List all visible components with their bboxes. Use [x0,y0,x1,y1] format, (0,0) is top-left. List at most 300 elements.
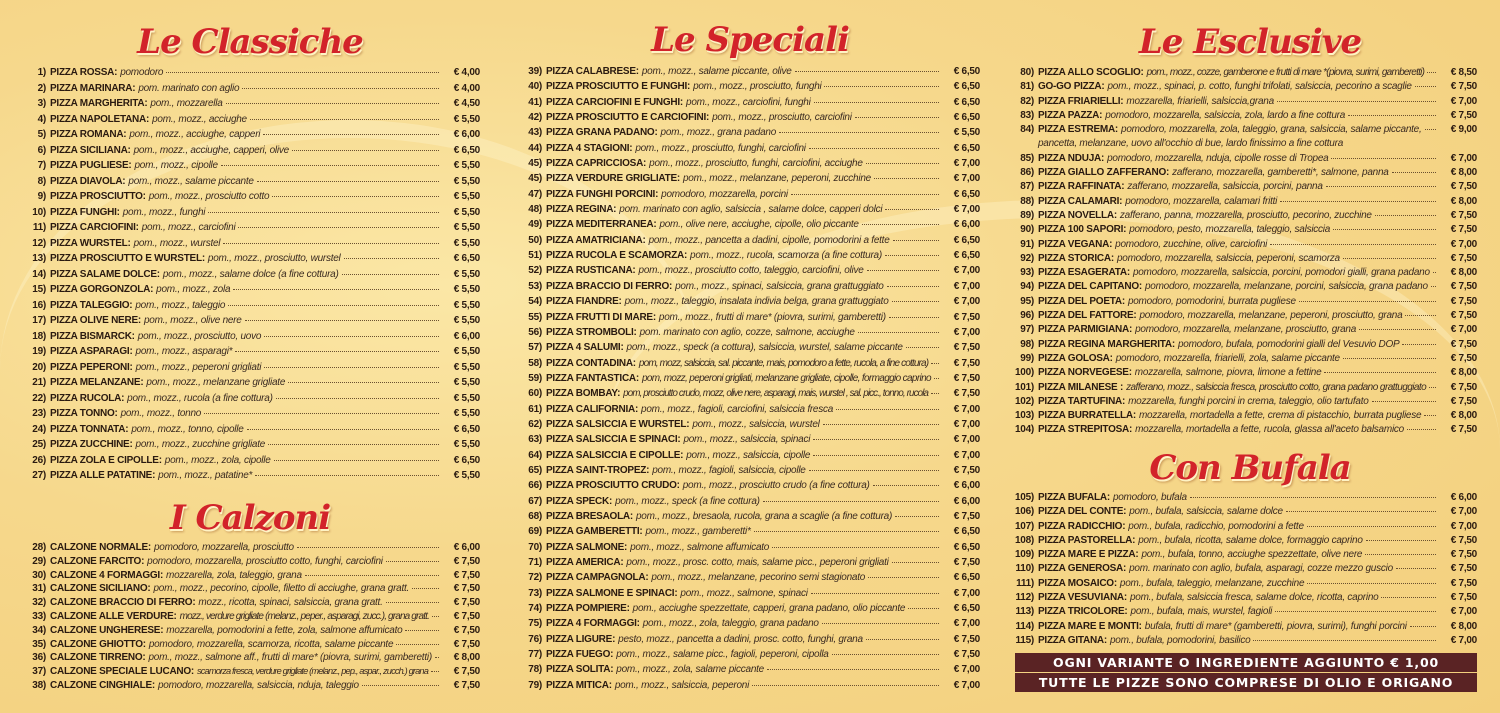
item-ingredients: pom., mozz., wurstel [133,237,221,249]
menu-item [1010,535,1477,549]
menu-item [518,404,980,419]
item-ingredients: pom., mozz., pecorino, cipolle, filetto di acciughe, grana gratt. [153,583,410,595]
item-number: 77) [528,649,542,661]
item-number: 93) [1020,267,1034,279]
item-price: € 7,50 [1450,577,1477,589]
item-number: 75) [528,618,542,630]
item-ingredients: pomodoro, mozzarella, melanzane, porcini, salsiccia, grana padano [1144,281,1428,293]
item-price: € 7,50 [453,666,480,678]
item-number: 74) [528,603,542,615]
dot-leader [889,317,939,318]
dot-leader [1275,611,1436,612]
item-name: PIZZA SICILIANA: [50,144,131,156]
dot-leader [344,258,439,259]
item-name: PIZZA AMERICA: [546,557,624,568]
item-number: 13) [32,253,46,264]
menu-item [22,597,480,611]
item-number: 37) [32,666,46,678]
item-ingredients: pom, prosciutto crudo, mozz, olive nere, asparagi, mais, wurstel , sal. picc., tonno, rucola [623,388,929,400]
menu-list-classiche [22,67,480,486]
item-number: 86) [1020,167,1034,179]
dot-leader [906,347,939,348]
item-ingredients: pomodoro, mozzarella, salsiccia, peperoni, scamorza [1116,252,1340,264]
dot-leader [396,644,439,645]
item-ingredients: pom., mozz., carciofini, funghi [686,96,811,108]
item-number: 56) [528,326,542,338]
menu-item [1010,506,1477,520]
item-number: 5) [37,129,46,140]
menu-item [1010,324,1477,338]
item-ingredients: pom, mozz, peperoni grigliati, melanzane grigliate, cipolle, formaggio caprino [641,372,931,384]
item-name: PIZZA PROSCIUTTO E WURSTEL: [50,253,205,264]
item-name: PIZZA SALMONE: [546,541,628,553]
item-price: € 7,50 [953,633,980,645]
heading-classiche: Le Classiche [137,22,363,62]
item-price: € 7,50 [453,679,480,691]
item-price: € 6,50 [453,423,480,435]
dot-leader [386,561,439,562]
item-name: PIZZA POMPIERE: [546,603,630,615]
menu-item [22,114,480,130]
dot-leader [1392,172,1436,173]
item-price: € 6,50 [953,526,980,538]
menu-item [1010,367,1477,381]
item-name: PIZZA FANTASTICA: [546,372,639,384]
item-price: € 6,50 [453,144,480,156]
menu-item [518,189,980,204]
menu-item [22,284,480,300]
item-number: 29) [32,555,46,567]
item-ingredients: pom., mozz., pancetta a dadini, cipolle, pomodorini a fette [648,234,890,246]
menu-item [1010,563,1477,577]
item-number: 69) [528,526,542,538]
item-price: € 6,00 [1450,492,1477,503]
item-name: PIZZA VESUVIANA: [1038,592,1127,604]
item-price: € 6,50 [953,603,980,615]
item-ingredients: pom., mozz., salame piccante, olive [641,66,792,77]
item-name: PIZZA MARINARA: [50,82,136,94]
item-price: € 7,00 [953,449,980,461]
item-ingredients: pom., mozz., salmone aff., frutti di mare* (piovra, surimi, gamberetti) [148,652,432,664]
item-price: € 6,00 [953,219,980,231]
item-price: € 6,00 [953,480,980,492]
item-number: 42) [528,112,542,124]
item-price: € 5,50 [453,439,480,450]
dot-leader [1333,229,1436,230]
item-ingredients: pom., mozz., cozze, gamberone e frutti di mare *(piovra, surimi, gamberetti) [1146,67,1425,78]
menu-item [1010,592,1477,606]
menu-item [22,67,480,83]
dot-leader [166,72,439,73]
item-ingredients: pomodoro, mozzarella, porcini [661,188,788,200]
dot-leader [1326,186,1436,187]
item-name: PIZZA 4 STAGIONI: [546,142,633,154]
item-price: € 7,00 [1450,520,1477,532]
dot-leader [892,301,940,302]
dot-leader [862,224,939,225]
item-ingredients: pom., mozz., prosciutto, carciofini [712,112,852,124]
item-ingredients: bufala, frutti di mare* (gamberetti, piovra, surimi), funghi porcini [1144,620,1407,632]
menu-item [518,358,980,373]
item-price: € 5,50 [953,127,980,139]
item-price: € 7,50 [1450,592,1477,604]
menu-item [22,625,480,639]
item-number: 22) [32,392,46,404]
dot-leader [204,413,439,414]
item-number: 23) [32,408,46,419]
item-name: PIZZA FIANDRE: [546,296,622,308]
item-number: 36) [32,652,46,664]
item-name: PIZZA ESTREMA: [1038,124,1119,136]
item-price: € 5,50 [453,299,480,311]
item-number: 79) [528,679,542,691]
item-number: 111) [1016,577,1034,589]
dot-leader [763,501,939,502]
item-ingredients: mozz., ricotta, spinaci, salsiccia, grana gratt. [198,597,383,609]
dot-leader [432,616,439,617]
item-ingredients: scamorza fresca, verdure grigliate (melanz., pep., aspar., zucch.) grana [197,666,428,677]
item-price: € 7,50 [453,555,480,567]
item-price: € 4,00 [453,82,480,94]
dot-leader [1424,415,1436,416]
item-number: 41) [528,96,542,108]
item-name: PIZZA GENEROSA: [1038,563,1127,575]
item-ingredients: pomodoro, bufala, pomodorini gialli del Vesuvio DOP [1177,338,1400,350]
item-name: PIZZA CARCIOFINI: [50,222,139,233]
dot-leader [822,623,939,624]
menu-item [22,611,480,625]
oil-oregano-banner: TUTTE LE PIZZE SONO COMPRESE DI OLIO E ORIGANO [1015,673,1477,692]
item-ingredients: pomodoro, mozzarella, zola, taleggio, grana, salsiccia, salame piccante, [1121,124,1422,136]
item-ingredients: zafferano, mozzarella, salsiccia, porcini, panna [1127,181,1323,193]
item-name: PIZZA BISMARCK: [50,330,135,342]
item-price: € 4,00 [453,67,480,78]
item-price: € 8,00 [1450,267,1477,279]
item-name: GO-GO PIZZA: [1038,81,1105,93]
item-price: € 7,00 [953,618,980,630]
item-name: PIZZA LIGURE: [546,633,616,645]
item-name: PIZZA STORICA: [1038,252,1114,264]
item-price: € 5,50 [453,175,480,187]
menu-list-esclusive [1010,67,1477,439]
menu-item [518,434,980,449]
menu-item [518,66,980,81]
item-ingredients: zafferano, mozzarella, gamberetti*, salmone, panna [1172,167,1389,179]
item-ingredients: pom., mozz., acciughe [152,113,247,125]
item-number: 59) [528,372,542,384]
item-name: PIZZA GORGONZOLA: [50,284,154,295]
item-name: PIZZA TARTUFINA: [1038,395,1126,407]
item-number: 40) [528,81,542,93]
item-ingredients: pom., mozz., prosciutto cotto, taleggio, carciofini, olive [638,265,864,277]
dot-leader [1372,401,1436,402]
item-name: PIZZA 4 FORMAGGI: [546,618,640,630]
item-number: 10) [32,206,46,218]
item-price: € 5,50 [453,392,480,404]
dot-leader [832,654,939,655]
item-ingredients: pomodoro, mozzarella, prosciutto cotto, funghi, carciofini [147,555,383,567]
dot-leader [934,378,939,379]
item-number: 110) [1015,563,1034,575]
item-name: PIZZA PAZZA: [1038,109,1103,121]
item-ingredients: pom., bufala, radicchio, pomodorini a fette [1128,520,1304,532]
item-ingredients: pom., mozz., peperoni grigliati [135,361,262,373]
item-price: € 6,50 [953,81,980,93]
item-name: CALZONE SICILIANO: [50,583,151,595]
item-ingredients: pom., mozz., speck (a fine cottura) [615,495,760,507]
item-price: € 8,00 [1450,195,1477,207]
menu-item [1010,167,1477,181]
item-number: 17) [32,315,46,326]
item-number: 70) [528,541,542,553]
item-ingredients: mozzarella, funghi porcini in crema, taleggio, olio tartufato [1128,395,1369,407]
item-name: PIZZA BRACCIO DI FERRO: [546,280,673,292]
item-price: € 7,00 [1450,634,1477,646]
menu-item [1010,267,1477,281]
menu-item [22,300,480,316]
item-ingredients: mozzarella, friarielli, salsiccia,grana [1126,95,1274,107]
menu-item [22,207,480,223]
item-name: PIZZA GIALLO ZAFFERANO: [1038,167,1170,179]
menu-item [518,480,980,495]
menu-item [1010,382,1477,396]
dot-leader [887,286,939,287]
item-number: 43) [528,127,542,139]
item-number: 73) [528,587,542,599]
item-number: 35) [32,638,46,650]
item-ingredients: pom., mozz., speck (a cottura), salsiccia, wurstel, salame piccante [626,342,903,354]
item-number: 105) [1014,492,1034,503]
dot-leader [238,227,439,228]
item-number: 81) [1020,81,1034,93]
item-ingredients: pom., bufala, tonno, acciughe spezzettate, olive nere [1141,549,1363,561]
item-name: PIZZA CALAMARI: [1038,195,1123,207]
item-ingredients: pom., mozz., salsiccia, peperoni [614,679,750,691]
dot-leader [1324,372,1436,373]
item-price: € 6,50 [953,541,980,553]
item-number: 108) [1014,534,1034,546]
item-number: 28) [32,542,46,553]
item-price: € 7,50 [1450,109,1477,121]
item-name: PIZZA OLIVE NERE: [50,315,141,326]
menu-item [22,470,480,486]
menu-item [518,97,980,112]
item-number: 45) [528,158,542,170]
item-ingredients: pomodoro, mozzarella, prosciutto [154,542,294,553]
item-ingredients: pomodoro, mozzarella, salsiccia, zola, lardo a fine cottura [1105,109,1346,121]
item-name: PIZZA ZUCCHINE: [50,439,133,450]
item-name: PIZZA FRUTTI DI MARE: [546,311,656,323]
menu-item [22,269,480,285]
item-price: € 7,50 [1450,310,1477,322]
dot-leader [1402,344,1436,345]
menu-item [1010,310,1477,324]
item-name: PIZZA RUCOLA: [50,392,125,404]
item-name: PIZZA STREPITOSA: [1038,424,1133,436]
item-price: € 7,00 [1450,152,1477,164]
item-price: € 7,50 [1450,424,1477,436]
dot-leader [824,86,939,87]
heading-speciali: Le Speciali [651,20,849,60]
item-ingredients: pom., bufala, salsiccia, salame dolce [1129,506,1283,518]
item-number: 64) [528,449,542,461]
menu-item [518,312,980,327]
menu-item [1010,124,1477,138]
menu-item [22,652,480,666]
item-number: 100) [1014,367,1034,379]
item-name: PIZZA PUGLIESE: [50,160,132,171]
item-name: PIZZA SALMONE E SPINACI: [546,587,678,599]
item-ingredients: mozzarella, mortadella a fette, crema di pistacchio, burrata pugliese [1138,410,1422,422]
dot-leader [1270,244,1436,245]
dot-leader [1405,315,1436,316]
menu-item [518,373,980,388]
dot-leader [752,685,939,686]
item-name: PIZZA STROMBOLI: [546,326,637,338]
menu-item [518,450,980,465]
item-name: PIZZA TONNATA: [50,423,129,435]
item-ingredients: pom., mozz., melanzane grigliate [146,377,286,388]
menu-item [1010,339,1477,353]
item-name: PIZZA NDUJA: [1038,152,1105,164]
item-number: 95) [1020,295,1034,307]
item-price: € 7,00 [953,265,980,277]
item-price: € 7,50 [453,569,480,581]
item-name: PIZZA ESAGERATA: [1038,267,1130,279]
item-price: € 7,50 [953,311,980,323]
menu-item [1010,424,1477,438]
item-price: € 7,00 [953,679,980,691]
item-number: 27) [32,470,46,481]
menu-item [22,393,480,409]
item-number: 66) [528,480,542,492]
item-name: PIZZA MARGHERITA: [50,98,148,109]
item-name: PIZZA GITANA: [1038,634,1107,646]
item-name: PIZZA DEL FATTORE: [1038,310,1137,322]
item-name: PIZZA CALIFORNIA: [546,403,639,415]
dot-leader [1286,511,1436,512]
item-number: 90) [1020,224,1034,236]
item-number: 25) [32,439,46,450]
item-number: 3) [37,98,46,109]
item-price: € 7,50 [953,388,980,400]
item-number: 87) [1020,181,1034,193]
item-number: 57) [528,342,542,354]
item-name: PIZZA CAMPAGNOLA: [546,572,649,584]
item-number: 62) [528,418,542,430]
item-number: 109) [1014,549,1034,561]
item-ingredients: zafferano, panna, mozzarella, prosciutto, pecorino, zucchine [1119,209,1372,221]
item-price: € 7,00 [1450,324,1477,336]
menu-item [518,265,980,280]
dot-leader [297,547,439,548]
item-ingredients: pom., mozz., frutti di mare* (piovra, surimi, gamberetti) [658,311,886,323]
item-name: PIZZA CONTADINA: [546,357,636,369]
menu-item [518,388,980,403]
item-price: € 7,50 [1450,534,1477,546]
item-price: € 7,00 [1450,506,1477,518]
item-ingredients: pom., mozz., prosciutto crudo (a fine cottura) [682,480,870,492]
item-number: 60) [528,388,542,400]
dot-leader [1280,201,1436,202]
item-name: PIZZA MARE E PIZZA: [1038,549,1139,561]
item-ingredients: pom., mozz., melanzane, peperoni, zucchine [683,173,871,185]
menu-item [22,346,480,362]
menu-item [22,176,480,192]
item-price: € 7,00 [953,664,980,676]
item-price: € 7,50 [1450,381,1477,393]
item-price: € 8,00 [1450,167,1477,179]
item-price: € 6,50 [953,572,980,584]
item-number: 98) [1020,338,1034,350]
item-price: € 6,00 [453,129,480,140]
item-ingredients: pomodoro, zucchine, olive, carciofini [1115,238,1268,250]
item-ingredients: mozzarella, zola, taleggio, grana [166,569,302,581]
item-number: 63) [528,434,542,446]
item-ingredients: pom., mozz., prosciutto, funghi, carciofini, acciughe [649,158,863,170]
item-ingredients: pom., mozz., zucchine grigliate [135,439,266,450]
item-ingredients: pom., bufala, ricotta, salame dolce, formaggio caprino [1138,534,1363,546]
item-price: € 7,00 [953,418,980,430]
dot-leader [779,132,939,133]
dot-leader [1343,358,1436,359]
item-number: 102) [1014,395,1034,407]
item-name: PIZZA SPECK: [546,495,613,507]
menu-item [518,511,980,526]
dot-leader [245,320,439,321]
menu-list-calzoni [22,542,480,694]
menu-item [518,143,980,158]
menu-item [1010,549,1477,563]
item-price: € 6,50 [453,253,480,264]
item-number: 45) [528,173,542,185]
item-ingredients: pom., mozz., acciughe, capperi, olive [133,144,289,156]
dot-leader [1365,554,1436,555]
item-number: 103) [1014,410,1034,422]
menu-item [22,424,480,440]
menu-item [1010,635,1477,649]
item-ingredients: pom., mozz., rucola (a fine cottura) [127,392,273,404]
item-number: 101) [1014,381,1034,393]
dot-leader [813,439,939,440]
item-ingredients: pom., mozz., spinaci, p. cotto, funghi trifolati, salsiccia, pecorino a scaglie [1107,81,1412,93]
menu-item [22,238,480,254]
item-ingredients: pomodoro, mozzarella, calamari fritti [1125,195,1278,207]
item-price: € 7,50 [1450,252,1477,264]
dot-leader [221,165,439,166]
dot-leader [1359,329,1436,330]
item-number: 54) [528,296,542,308]
item-ingredients: pom., mozz., rucola, scamorza (a fine cottura) [690,250,882,262]
menu-item [518,526,980,541]
dot-leader [362,685,439,686]
item-ingredients: pesto, mozz., pancetta a dadini, prosc. cotto, funghi, grana [618,633,863,645]
item-ingredients: pomodoro, mozzarella, melanzane, prosciutto, grana [1135,324,1357,336]
heading-esclusive: Le Esclusive [1138,22,1362,62]
item-price: € 6,50 [453,454,480,466]
item-price: € 5,50 [453,160,480,171]
item-name: PIZZA ZOLA E CIPOLLE: [50,454,162,466]
item-ingredients: pom., mozz., carciofini [141,222,236,233]
dot-leader [809,148,939,149]
item-price: € 7,00 [1450,606,1477,618]
dot-leader [908,608,939,609]
menu-item [1010,281,1477,295]
item-number: 68) [528,510,542,522]
item-ingredients: pom., mozz., salmone affumicato [630,541,770,553]
item-ingredients: pom., mozz., cipolle [134,160,218,171]
item-number: 114) [1015,620,1034,632]
